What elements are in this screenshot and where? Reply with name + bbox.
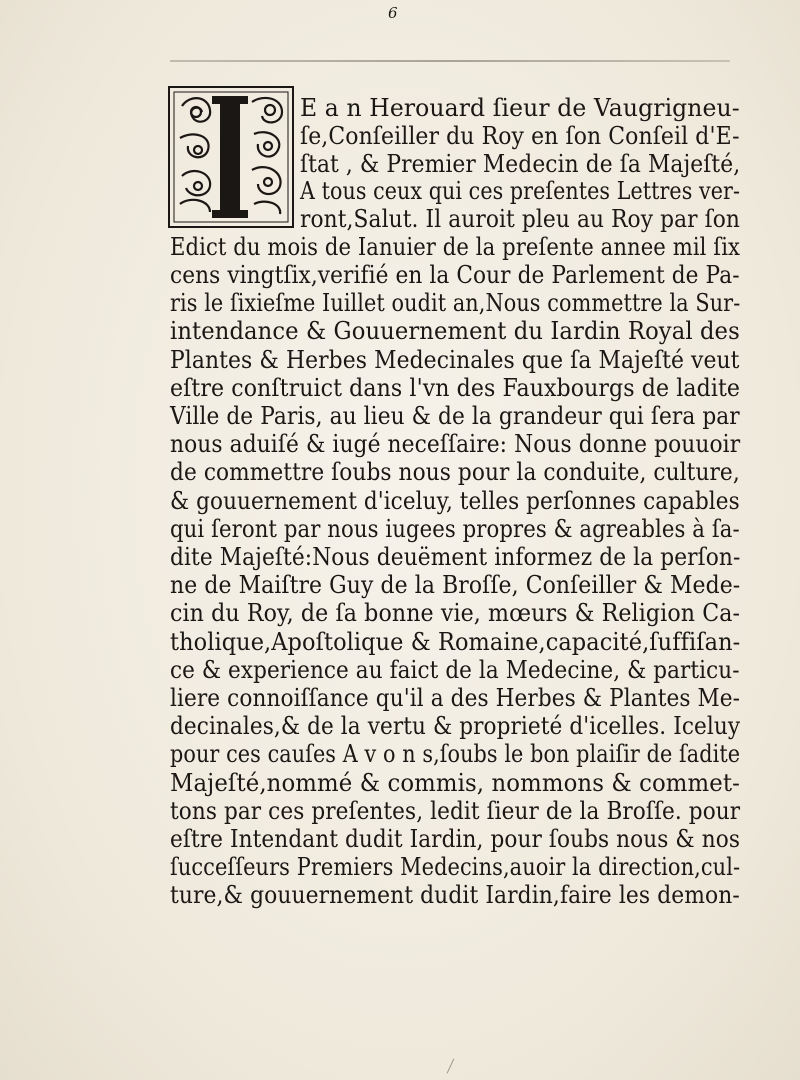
text-line: qui ſeront par nous iugees propres & agreables à ſa- (170, 514, 740, 543)
bottom-mark (447, 1059, 455, 1074)
text-line: tons par ces preſentes, ledit ſieur de la Broſſe. pour (170, 796, 741, 825)
text-line: ture,& gouuernement dudit Iardin,faire les demon- (170, 880, 740, 909)
page-number: 6 (388, 4, 398, 22)
text-line: cens vingtſix,verifié en la Cour de Parlement de Pa- (170, 260, 740, 289)
text-line: decinales,& de la vertu & proprieté d'icelles. Iceluy (170, 711, 741, 740)
text-line: E a n Herouard ſieur de Vaugrigneu- (300, 93, 740, 122)
text-line: & gouuernement d'iceluy, telles perſonnes capables (170, 486, 740, 515)
text-line: ſe,Conſeiller du Roy en ſon Conſeil d'E- (300, 121, 740, 150)
text-line: eſtre Intendant dudit Iardin, pour ſoubs nous & nos (170, 824, 740, 853)
text-line: intendance & Gouuernement du Iardin Royal des (170, 316, 740, 345)
text-line: Ville de Paris, au lieu & de la grandeur qui ſera par (170, 401, 740, 430)
text-line: Edict du mois de Ianuier de la preſente annee mil ſix (170, 232, 741, 261)
text-line: cin du Roy, de ſa bonne vie, mœurs & Religion Ca- (170, 598, 741, 627)
text-line: Plantes & Herbes Medecinales que ſa Majeſté veut (170, 345, 740, 374)
text-line: eſtre conſtruict dans l'vn des Fauxbourgs de ladite (170, 373, 741, 402)
text-line: A tous ceux qui ces preſentes Lettres ver- (300, 176, 740, 205)
text-line: ront,Salut. Il auroit pleu au Roy par ſon (300, 204, 740, 233)
text-line: nous aduiſé & iugé neceſſaire: Nous donne pouuoir (170, 429, 741, 458)
text-line: dite Majeſté:Nous deuëment informez de la perſon- (170, 542, 741, 571)
text-line: ſtat , & Premier Medecin de ſa Majeſté, (300, 149, 741, 178)
text-line: Majeſté,nommé & commis, nommons & commet- (170, 768, 740, 797)
text-line: tholique,Apoſtolique & Romaine,capacité,ſuffiſan- (170, 627, 741, 656)
text-line: ris le ſixieſme Iuillet oudit an,Nous commettre la Sur- (170, 288, 741, 317)
header-rule (170, 60, 730, 62)
text-line: ce & experience au faict de la Medecine, & particu- (170, 655, 740, 684)
text-line: liere connoiſſance qu'il a des Herbes & Plantes Me- (170, 683, 740, 712)
text-line: de commettre ſoubs nous pour la conduite, culture, (170, 457, 740, 486)
text-line: pour ces cauſes A v o n s,ſoubs le bon plaiſir de ſadite (170, 739, 741, 768)
decorated-initial-icon (168, 86, 294, 228)
text-line: ne de Maiſtre Guy de la Broſſe, Conſeiller & Mede- (170, 570, 741, 599)
text-line: ſucceſſeurs Premiers Medecins,auoir la direction,cul- (170, 852, 741, 881)
